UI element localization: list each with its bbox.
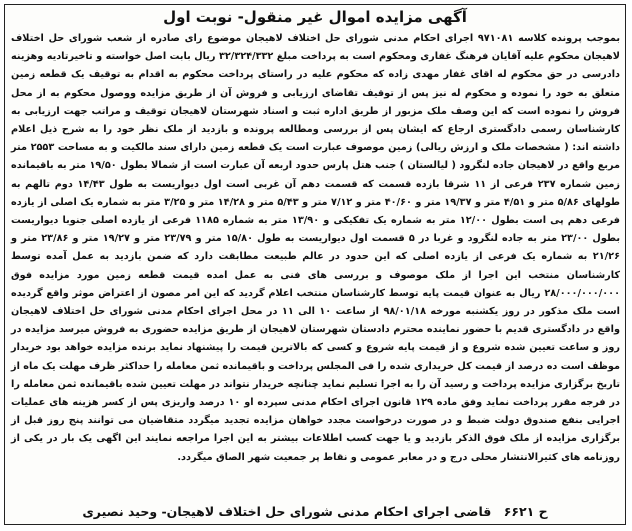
notice-footer [5, 503, 625, 521]
notice-body: بموجب پرونده کلاسه ۹۷۱۰۸۱ اجرای احکام مدنی شورای حل اختلاف لاهیجان موضوع رای صادره از شعب شورای حل اختلاف لاهیجان محکوم علیه آقایان فرهنگ غفاری ومحکوم است به پرداخت مبلغ ۳۲/۳۲۴/۳۳۲ ریال بابت اصل خواسته و تاخیرتادیه وهزینه دادرسی در حق محکوم له اقای غفار مهدی زاده که محکوم علیه در راستای پرداخت محکوم به اقدام به توقیف یک قطعه زمین متعلق به خود را نموده و محکوم له نیز پس از توقیف تقاضای ارزیابی و فروش آن از طریق مزایده ووصول محکوم به از محل فروش را نموده است که این وصف ملک مزبور از طریق اداره ثبت و اسناد شهرستان لاهیجان توقیف و مراتب جهت ارزیابی به کارشناسان رسمی دادگستری ارجاع که ایشان پس از بررسی ومطالعه پرونده و بازدید از ملک نظر خود را به شرح ذیل اعلام داشته اند: ( مشخصات ملک و ارزش ریالی) زمین موصوف عبارت است یک قطعه زمین دارای سند مالکیت و به مساحت ۲۵۵۳ متر مربع واقع در لاهیجان جاده لنگرود ( لیالستان ) جنب هتل پارس حدود اربعه آن عبارت است از شمالا بطول ۱۹/۵۰ متر به باقیمانده زمین شماره ۲۳۷ فرعی از ۱۱ شرقا بازده قسمت که قسمت دهم آن غربی است اول دیواریست به طول ۱۴/۴۳ دوم تالهم به طولهای ۵/۸۶ متر و ۴/۵۱ متر و ۱۹/۳۷ متر و ۴۰/۶۰ متر و ۷/۱۲ متر و ۵/۴۳ متر و ۱۴/۲۸ متر و ۳/۲۵ متر به شماره یک اصلی از یازده فرعی دهم پی است بطول ۱۲/۰۰ متر به شماره یک تفکیکی و ۱۳/۹۰ متر به شماره ۱۱۸۵ فرعی از یازده اصلی جنوبا دیواریست بطول ۲۳/۰۰ متر به جاده لنگرود و غربا در ۵ قسمت اول دیواریست به طول ۱۵/۸۰ متر و ۲۳/۷۹ متر و ۱۹/۲۷ متر و ۲۳/۸۶ متر و ۲۱/۲۶ به شماره یک فرعی از یازده اصلی که این حدود در عالم طبیعت مطابقت دارد که ضمن بازدید به عمل آمده توسط کارشناسان منتخب این اجرا از ملک موصوف و بررسی های فنی به عمل امده قیمت قطعه زمین مورد مزایده فوق ۲۸/۰۰۰/۰۰۰/۰۰۰ ریال به عنوان قیمت پایه توسط کارشناسان منتخب اعلام گردید که این امر مصون از اعتراض موثر واقع گردیده است ملک مذکور در روز یکشنبه مورخه ۹۸/۰۱/۱۸ از ساعت ۱۰ الی ۱۱ در محل اجرای احکام مدنی شورای حل اختلاف لاهیجان واقع در دادگستری قدیم با حضور نماینده محترم دادستان شهرستان لاهیجان از طریق مزایده حضوری به فروش میرسد مزایده در روز و ساعت تعیین شده شروع و از قیمت پایه شروع و کسی که بالاترین قیمت را پیشنهاد نماید برنده مزایده خواهد بود خریدار موظف است ده درصد از قیمت کل خریداری شده را فی المجلس پرداخت و باقیمانده ثمن معامله را حداکثر ظرف مهلت یک ماه از تاریخ برگزاری مزایده پرداخت و رسید آن را به اجرا تسلیم نماید چنانچه خریدار نتواند در مهلت تعیین شده باقیمانده ثمن معامله را در فرجه مقرر پرداخت نماید وفق ماده ۱۲۹ قانون اجرای احکام مدنی سپرده او ۱۰ درصد واریزی پس از کسر هزینه های عملیات اجرایی بنفع صندوق دولت ضبط و در صورت درخواست مجدد خواهان مزایده تجدید میگردد متقاضیان می توانند پنج روز قبل از برگزاری مزایده از ملک فوق الذکر بازدید و یا جهت کسب اطلاعات بیشتر به این اجرا مراجعه نمایند این اگهی یک بار در یکی از روزنامه های کثیرالانتشار محلی درج و در معابر عمومی و نقاط پر جمعیت شهر الصاق میگردد. [11, 33, 621, 463]
auction-notice [4, 4, 626, 525]
notice-code: ح ۶۶۲۱ [503, 504, 548, 519]
notice-signature: قاضی اجرای احکام مدنی شورای حل اختلاف لاهیجان- وحید نصیری [82, 504, 492, 519]
notice-title: آگهی مزایده اموال غیر منقول- نوبت اول [163, 8, 467, 26]
